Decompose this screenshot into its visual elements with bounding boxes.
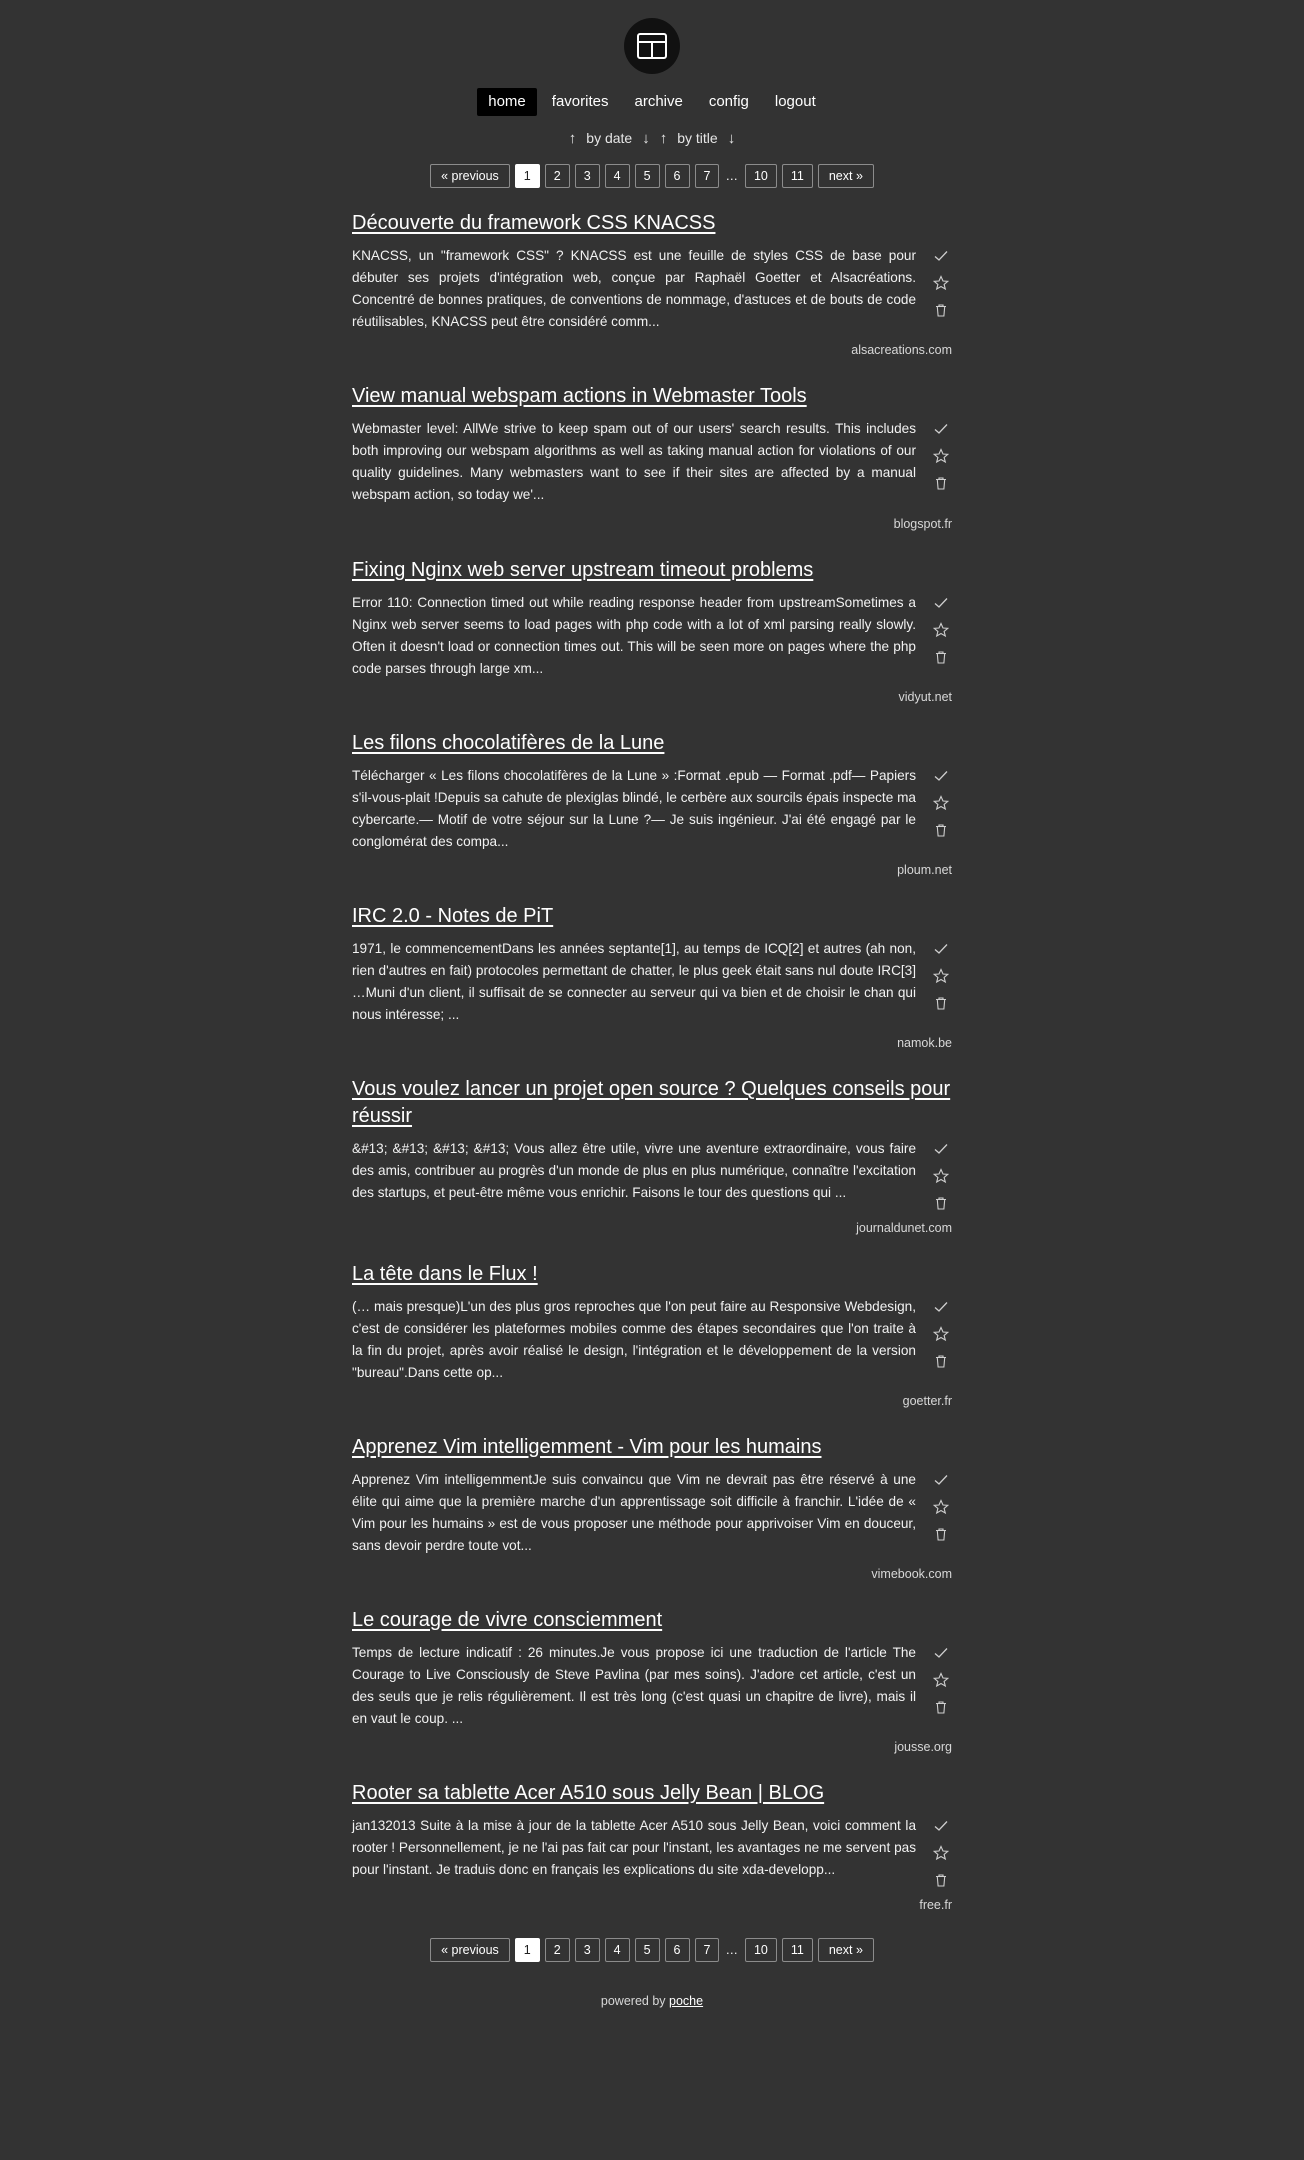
trash-icon[interactable] — [933, 822, 949, 838]
check-icon[interactable] — [933, 1472, 949, 1488]
trash-icon[interactable] — [933, 1195, 949, 1211]
entry-body — [352, 938, 952, 1026]
star-icon[interactable] — [933, 622, 949, 638]
entry-title-link[interactable]: Vous voulez lancer un projet open source ? Quelques conseils pour réussir — [352, 1077, 951, 1127]
entry-excerpt: Télécharger « Les filons chocolatifères de la Lune » :Format .epub — Format .pdf— Papiers s'il-vous-plait !Depuis sa cahute de plexiglas blindé, le cerbère aux sourcils épais inspecte ma cybercarte.— Motif de votre séjour sur la Lune ?— Je suis ingénieur. J'ai été engagé par le conglomérat des compa... — [352, 767, 916, 849]
entry-domain: vidyut.net — [898, 689, 952, 704]
entry-excerpt: Temps de lecture indicatif : 26 minutes.Je vous propose ici une traduction de l'article The Courage to Live Consciously de Steve Pavlina (par mes soins). J'adore cet article, c'est un des seuls que je relis régulièrement. Il est très long (c'est quasi un chapitre de livre), mais il en vaut le coup. ... — [352, 1644, 916, 1726]
entry-domain: free.fr — [919, 1897, 952, 1912]
entry-actions — [930, 1138, 952, 1211]
entry-title — [352, 1780, 952, 1807]
star-icon[interactable] — [933, 1672, 949, 1688]
pagination-page-4[interactable]: 4 — [605, 1938, 630, 1962]
entry-title-link[interactable]: Fixing Nginx web server upstream timeout problems — [352, 558, 814, 581]
star-icon[interactable] — [933, 1845, 949, 1861]
pagination-page-2[interactable]: 2 — [545, 164, 570, 188]
entry-title — [352, 557, 952, 584]
poche-book-icon — [624, 18, 680, 74]
entry-domain: namok.be — [897, 1035, 952, 1050]
pagination-ellipsis: … — [725, 1942, 739, 1957]
trash-icon[interactable] — [933, 1526, 949, 1542]
entry-actions — [930, 765, 952, 838]
entry-body — [352, 418, 952, 506]
entry-title — [352, 383, 952, 410]
list-item — [352, 557, 952, 704]
pagination-page-3[interactable]: 3 — [575, 164, 600, 188]
entry-excerpt: Apprenez Vim intelligemmentJe suis convaincu que Vim ne devrait pas être réservé à une élite qui aime que la première marche d'un apprentissage soit difficile à franchir. L'idée de « Vim pour les humains » est de vous proposer une méthode pour apprivoiser Vim en douceur, sans devoir perdre toute vot... — [352, 1471, 916, 1553]
trash-icon[interactable] — [933, 1872, 949, 1888]
entry-title-link[interactable]: Découverte du framework CSS KNACSS — [352, 212, 716, 235]
check-icon[interactable] — [933, 941, 949, 957]
sort-by-title-label: by title — [677, 130, 718, 146]
check-icon[interactable] — [933, 1299, 949, 1315]
entry-body — [352, 245, 952, 333]
pagination-page-1[interactable]: 1 — [515, 164, 540, 188]
entry-title — [352, 1261, 952, 1288]
pagination-page-5[interactable]: 5 — [635, 1938, 660, 1962]
list-item — [352, 1434, 952, 1581]
pagination-page-2[interactable]: 2 — [545, 1938, 570, 1962]
pagination-page-5[interactable]: 5 — [635, 164, 660, 188]
pagination-page-7[interactable]: 7 — [695, 164, 720, 188]
sort-by-title-asc-icon[interactable]: ↑ — [659, 129, 668, 147]
pagination-page-11[interactable]: 11 — [782, 164, 813, 188]
entry-domain: ploum.net — [897, 862, 952, 877]
entry-domain: alsacreations.com — [851, 343, 952, 358]
entry-title-link[interactable]: Rooter sa tablette Acer A510 sous Jelly Bean | BLOG — [352, 1781, 825, 1804]
entry-excerpt: (… mais presque)L'un des plus gros reproches que l'on peut faire au Responsive Webdesign, c'est de considérer les plateformes mobiles comme des étapes secondaires que l'on traite à la fin du projet, après avoir réalisé le design, l'intégration et le développement de la version "bureau".Dans cette op... — [352, 1298, 916, 1380]
entry-title — [352, 1607, 952, 1634]
entry-title-link[interactable]: Apprenez Vim intelligemment - Vim pour les humains — [352, 1435, 822, 1458]
check-icon[interactable] — [933, 768, 949, 784]
list-item — [352, 1607, 952, 1754]
check-icon[interactable] — [933, 595, 949, 611]
footer — [0, 1976, 1304, 2028]
entry-title — [352, 1076, 952, 1130]
list-item — [352, 1076, 952, 1235]
entry-excerpt: Webmaster level: AllWe strive to keep spam out of our users' search results. This includes both improving our webspam algorithms as well as taking manual action for violations of our quality guidelines. Many webmasters want to see if their sites are affected by a manual webspam action, so today we'... — [352, 421, 916, 503]
entry-body — [352, 1138, 952, 1211]
star-icon[interactable] — [933, 275, 949, 291]
pagination-next[interactable]: next » — [818, 1938, 874, 1962]
entry-actions — [930, 1296, 952, 1369]
check-icon[interactable] — [933, 1141, 949, 1157]
pagination-top — [0, 164, 1304, 188]
check-icon[interactable] — [933, 1818, 949, 1834]
entry-body — [352, 592, 952, 680]
list-item — [352, 903, 952, 1050]
sort-by-title-desc-icon[interactable]: ↓ — [727, 129, 736, 147]
entry-excerpt: jan132013 Suite à la mise à jour de la tablette Acer A510 sous Jelly Bean, voici comment la rooter ! Personnellement, je ne l'ai pas fait car pour l'instant, les avantages ne me servent pas pour l'instant. Je traduis donc en français les explications du site xda-developp... — [352, 1817, 916, 1877]
entry-actions — [930, 418, 952, 491]
entry-title-link[interactable]: La tête dans le Flux ! — [352, 1262, 538, 1285]
entry-list — [352, 210, 952, 1912]
entry-excerpt: KNACSS, un "framework CSS" ? KNACSS est une feuille de styles CSS de base pour débuter ses projets d'intégration web, conçue par Raphaël Goetter et Alsacréations. Concentré de bonnes pratiques, de conventions de nommage, d'astuces et de bouts de code réutilisables, KNACSS peut être considéré comm... — [352, 248, 916, 330]
powered-by-label: powered by — [600, 1994, 666, 2009]
trash-icon[interactable] — [933, 995, 949, 1011]
list-item — [352, 1261, 952, 1408]
star-icon[interactable] — [933, 795, 949, 811]
pagination-page-4[interactable]: 4 — [605, 164, 630, 188]
entry-domain: vimebook.com — [871, 1566, 952, 1581]
pagination-previous[interactable]: « previous — [430, 1938, 510, 1962]
entry-title-link[interactable]: IRC 2.0 - Notes de PiT — [352, 904, 554, 927]
nav-item-logout[interactable]: logout — [774, 93, 816, 110]
list-item — [352, 383, 952, 530]
entry-body — [352, 1469, 952, 1557]
nav-item-archive[interactable]: archive — [634, 93, 683, 110]
entry-actions — [930, 1642, 952, 1715]
entry-excerpt: &#13; &#13; &#13; &#13; Vous allez être utile, vivre une aventure extraordinaire, vous faire des amis, contribuer au progrès d'un monde de plus en plus numérique, connaître l'excitation des startups, et peut-être même vous enrichir. Faisons le tour des questions qui ... — [352, 1140, 916, 1200]
entry-domain: blogspot.fr — [893, 516, 952, 531]
pagination-page-1[interactable]: 1 — [515, 1938, 540, 1962]
sort-controls — [0, 130, 1304, 146]
entry-actions — [930, 592, 952, 665]
entry-title — [352, 903, 952, 930]
poche-link[interactable]: poche — [669, 1994, 704, 2009]
entry-actions — [930, 1815, 952, 1888]
trash-icon[interactable] — [933, 1699, 949, 1715]
entry-domain: goetter.fr — [902, 1393, 952, 1408]
pagination-next[interactable]: next » — [818, 164, 874, 188]
pagination-page-7[interactable]: 7 — [695, 1938, 720, 1962]
trash-icon[interactable] — [933, 475, 949, 491]
pagination-page-11[interactable]: 11 — [782, 1938, 813, 1962]
sort-by-date-asc-icon[interactable]: ↑ — [568, 129, 577, 147]
trash-icon[interactable] — [933, 649, 949, 665]
star-icon[interactable] — [933, 1168, 949, 1184]
pagination-page-10[interactable]: 10 — [745, 1938, 777, 1962]
pagination-page-6[interactable]: 6 — [665, 1938, 690, 1962]
list-item — [352, 1780, 952, 1912]
entry-body — [352, 765, 952, 853]
check-icon[interactable] — [933, 1645, 949, 1661]
star-icon[interactable] — [933, 1326, 949, 1342]
pagination-bottom — [0, 1938, 1304, 1962]
entry-domain: journaldunet.com — [856, 1220, 952, 1235]
entry-excerpt: 1971, le commencementDans les années septante[1], au temps de ICQ[2] et autres (ah non, rien d'autres en fait) protocoles permettant de chatter, le plus geek était sans nul doute IRC[3] …Muni d'un client, il suffisait de se connecter au serveur qui va bien et de choisir le chan qui nous intéresse; ... — [352, 940, 916, 1022]
trash-icon[interactable] — [933, 302, 949, 318]
entry-body — [352, 1296, 952, 1384]
entry-title — [352, 210, 952, 237]
entry-title — [352, 1434, 952, 1461]
entry-body — [352, 1815, 952, 1888]
entry-actions — [930, 1469, 952, 1542]
entry-domain: jousse.org — [894, 1739, 952, 1754]
main-navigation — [0, 88, 1304, 116]
nav-item-config[interactable]: config — [708, 93, 749, 110]
check-icon[interactable] — [933, 421, 949, 437]
star-icon[interactable] — [933, 968, 949, 984]
entry-actions — [930, 938, 952, 1011]
entry-title-link[interactable]: Les filons chocolatifères de la Lune — [352, 731, 665, 754]
entry-actions — [930, 245, 952, 318]
entry-title-link[interactable]: View manual webspam actions in Webmaster Tools — [352, 385, 807, 408]
entry-title — [352, 730, 952, 757]
pagination-page-10[interactable]: 10 — [745, 164, 777, 188]
star-icon[interactable] — [933, 1499, 949, 1515]
check-icon[interactable] — [933, 248, 949, 264]
nav-item-home[interactable]: home — [477, 88, 537, 116]
sort-by-date-label: by date — [586, 130, 633, 146]
sort-by-date-desc-icon[interactable]: ↓ — [642, 129, 650, 147]
star-icon[interactable] — [933, 448, 949, 464]
entry-title-link[interactable]: Le courage de vivre consciemment — [352, 1608, 663, 1631]
pagination-ellipsis: … — [725, 169, 739, 183]
pagination-previous[interactable]: « previous — [430, 164, 510, 188]
list-item — [352, 730, 952, 877]
nav-item-favorites[interactable]: favorites — [551, 93, 609, 110]
entry-excerpt: Error 110: Connection timed out while reading response header from upstreamSometimes a Nginx web server seems to load pages with php code with a lot of xml parsing really slowly. Often it doesn't load or connection times out. This will be seen more on pages where the php code parses through large xm... — [352, 594, 916, 676]
list-item — [352, 210, 952, 357]
pagination-page-3[interactable]: 3 — [575, 1938, 600, 1962]
entry-body — [352, 1642, 952, 1730]
logo-container — [0, 18, 1304, 74]
pagination-page-6[interactable]: 6 — [665, 164, 690, 188]
trash-icon[interactable] — [933, 1353, 949, 1369]
